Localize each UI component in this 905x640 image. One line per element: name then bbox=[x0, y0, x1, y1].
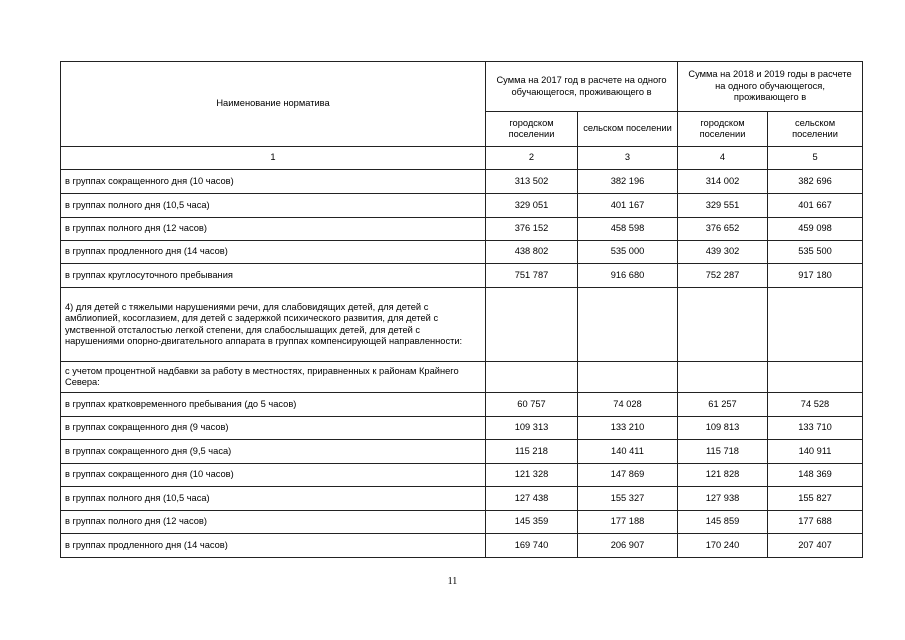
value-cell: 329 051 bbox=[486, 194, 578, 218]
value-cell bbox=[578, 362, 678, 393]
column-number: 4 bbox=[678, 147, 768, 170]
row-label: с учетом процентной надбавки за работу в местностях, приравненных к районам Крайнего Севера: bbox=[61, 362, 486, 393]
row-label: в группах полного дня (10,5 часа) bbox=[61, 487, 486, 511]
column-number-row bbox=[61, 147, 863, 170]
value-cell: 127 938 bbox=[678, 487, 768, 511]
table-row bbox=[61, 487, 863, 511]
value-cell: 382 196 bbox=[578, 170, 678, 194]
header-rural-2017: сельском поселении bbox=[578, 112, 678, 147]
normatives-table bbox=[60, 61, 863, 558]
value-cell: 535 000 bbox=[578, 241, 678, 264]
value-cell bbox=[486, 288, 578, 362]
row-label: в группах полного дня (10,5 часа) bbox=[61, 194, 486, 218]
value-cell bbox=[768, 362, 863, 393]
value-cell: 535 500 bbox=[768, 241, 863, 264]
column-number: 1 bbox=[61, 147, 486, 170]
row-label: в группах сокращенного дня (10 часов) bbox=[61, 170, 486, 194]
value-cell: 145 859 bbox=[678, 511, 768, 534]
table-row bbox=[61, 362, 863, 393]
value-cell: 401 167 bbox=[578, 194, 678, 218]
row-label: в группах сокращенного дня (9 часов) bbox=[61, 417, 486, 440]
table-row bbox=[61, 170, 863, 194]
value-cell: 207 407 bbox=[768, 534, 863, 558]
page-number: 11 bbox=[447, 576, 458, 587]
header-group-2018-2019: Сумма на 2018 и 2019 годы в расчете на одного обучающегося, проживающего в bbox=[678, 62, 863, 112]
header-name-column: Наименование норматива bbox=[61, 62, 486, 147]
value-cell: 121 828 bbox=[678, 464, 768, 487]
value-cell: 206 907 bbox=[578, 534, 678, 558]
row-label: в группах полного дня (12 часов) bbox=[61, 218, 486, 241]
value-cell: 401 667 bbox=[768, 194, 863, 218]
value-cell: 313 502 bbox=[486, 170, 578, 194]
value-cell bbox=[678, 362, 768, 393]
value-cell: 140 911 bbox=[768, 440, 863, 464]
value-cell: 60 757 bbox=[486, 393, 578, 417]
table-row bbox=[61, 440, 863, 464]
row-label: в группах кратковременного пребывания (до 5 часов) bbox=[61, 393, 486, 417]
value-cell: 439 302 bbox=[678, 241, 768, 264]
value-cell: 109 313 bbox=[486, 417, 578, 440]
value-cell: 74 528 bbox=[768, 393, 863, 417]
value-cell: 155 827 bbox=[768, 487, 863, 511]
value-cell: 751 787 bbox=[486, 264, 578, 288]
header-group-2017: Сумма на 2017 год в расчете на одного обучающегося, проживающего в bbox=[486, 62, 678, 112]
value-cell: 329 551 bbox=[678, 194, 768, 218]
row-label: в группах полного дня (12 часов) bbox=[61, 511, 486, 534]
value-cell: 170 240 bbox=[678, 534, 768, 558]
header-rural-2018-2019: сельском поселении bbox=[768, 112, 863, 147]
row-label: в группах сокращенного дня (10 часов) bbox=[61, 464, 486, 487]
value-cell: 115 718 bbox=[678, 440, 768, 464]
table-row bbox=[61, 288, 863, 362]
value-cell: 140 411 bbox=[578, 440, 678, 464]
value-cell: 61 257 bbox=[678, 393, 768, 417]
table-row bbox=[61, 194, 863, 218]
table-row bbox=[61, 534, 863, 558]
value-cell: 459 098 bbox=[768, 218, 863, 241]
column-number: 2 bbox=[486, 147, 578, 170]
value-cell bbox=[486, 362, 578, 393]
table-row bbox=[61, 393, 863, 417]
value-cell: 133 710 bbox=[768, 417, 863, 440]
value-cell: 314 002 bbox=[678, 170, 768, 194]
value-cell: 376 652 bbox=[678, 218, 768, 241]
value-cell: 438 802 bbox=[486, 241, 578, 264]
value-cell: 917 180 bbox=[768, 264, 863, 288]
value-cell bbox=[678, 288, 768, 362]
row-label: в группах продленного дня (14 часов) bbox=[61, 534, 486, 558]
header-row-top bbox=[61, 62, 863, 112]
column-number: 5 bbox=[768, 147, 863, 170]
table-row bbox=[61, 241, 863, 264]
row-label: 4) для детей с тяжелыми нарушениями речи, для слабовидящих детей, для детей с амблиопией, косоглазием, для детей с задержкой психического развития, для детей с умственной отсталостью легкой степени, для слабослышащих детей, для детей с нарушениями опорно-двигательного аппарата в группах компенсирующей направленности: bbox=[61, 288, 486, 362]
header-urban-2017: городском поселении bbox=[486, 112, 578, 147]
row-label: в группах продленного дня (14 часов) bbox=[61, 241, 486, 264]
value-cell: 752 287 bbox=[678, 264, 768, 288]
value-cell: 148 369 bbox=[768, 464, 863, 487]
value-cell: 115 218 bbox=[486, 440, 578, 464]
table-row bbox=[61, 264, 863, 288]
row-label: в группах круглосуточного пребывания bbox=[61, 264, 486, 288]
value-cell: 121 328 bbox=[486, 464, 578, 487]
value-cell: 382 696 bbox=[768, 170, 863, 194]
value-cell: 155 327 bbox=[578, 487, 678, 511]
header-urban-2018-2019: городском поселении bbox=[678, 112, 768, 147]
value-cell: 74 028 bbox=[578, 393, 678, 417]
value-cell: 145 359 bbox=[486, 511, 578, 534]
value-cell: 127 438 bbox=[486, 487, 578, 511]
column-number: 3 bbox=[578, 147, 678, 170]
table-row bbox=[61, 464, 863, 487]
value-cell bbox=[578, 288, 678, 362]
table-row bbox=[61, 417, 863, 440]
value-cell: 458 598 bbox=[578, 218, 678, 241]
value-cell: 147 869 bbox=[578, 464, 678, 487]
value-cell: 133 210 bbox=[578, 417, 678, 440]
value-cell: 169 740 bbox=[486, 534, 578, 558]
value-cell: 916 680 bbox=[578, 264, 678, 288]
value-cell: 177 688 bbox=[768, 511, 863, 534]
table-row bbox=[61, 218, 863, 241]
value-cell: 109 813 bbox=[678, 417, 768, 440]
table-body bbox=[61, 62, 863, 558]
value-cell: 376 152 bbox=[486, 218, 578, 241]
table-row bbox=[61, 511, 863, 534]
value-cell bbox=[768, 288, 863, 362]
value-cell: 177 188 bbox=[578, 511, 678, 534]
row-label: в группах сокращенного дня (9,5 часа) bbox=[61, 440, 486, 464]
